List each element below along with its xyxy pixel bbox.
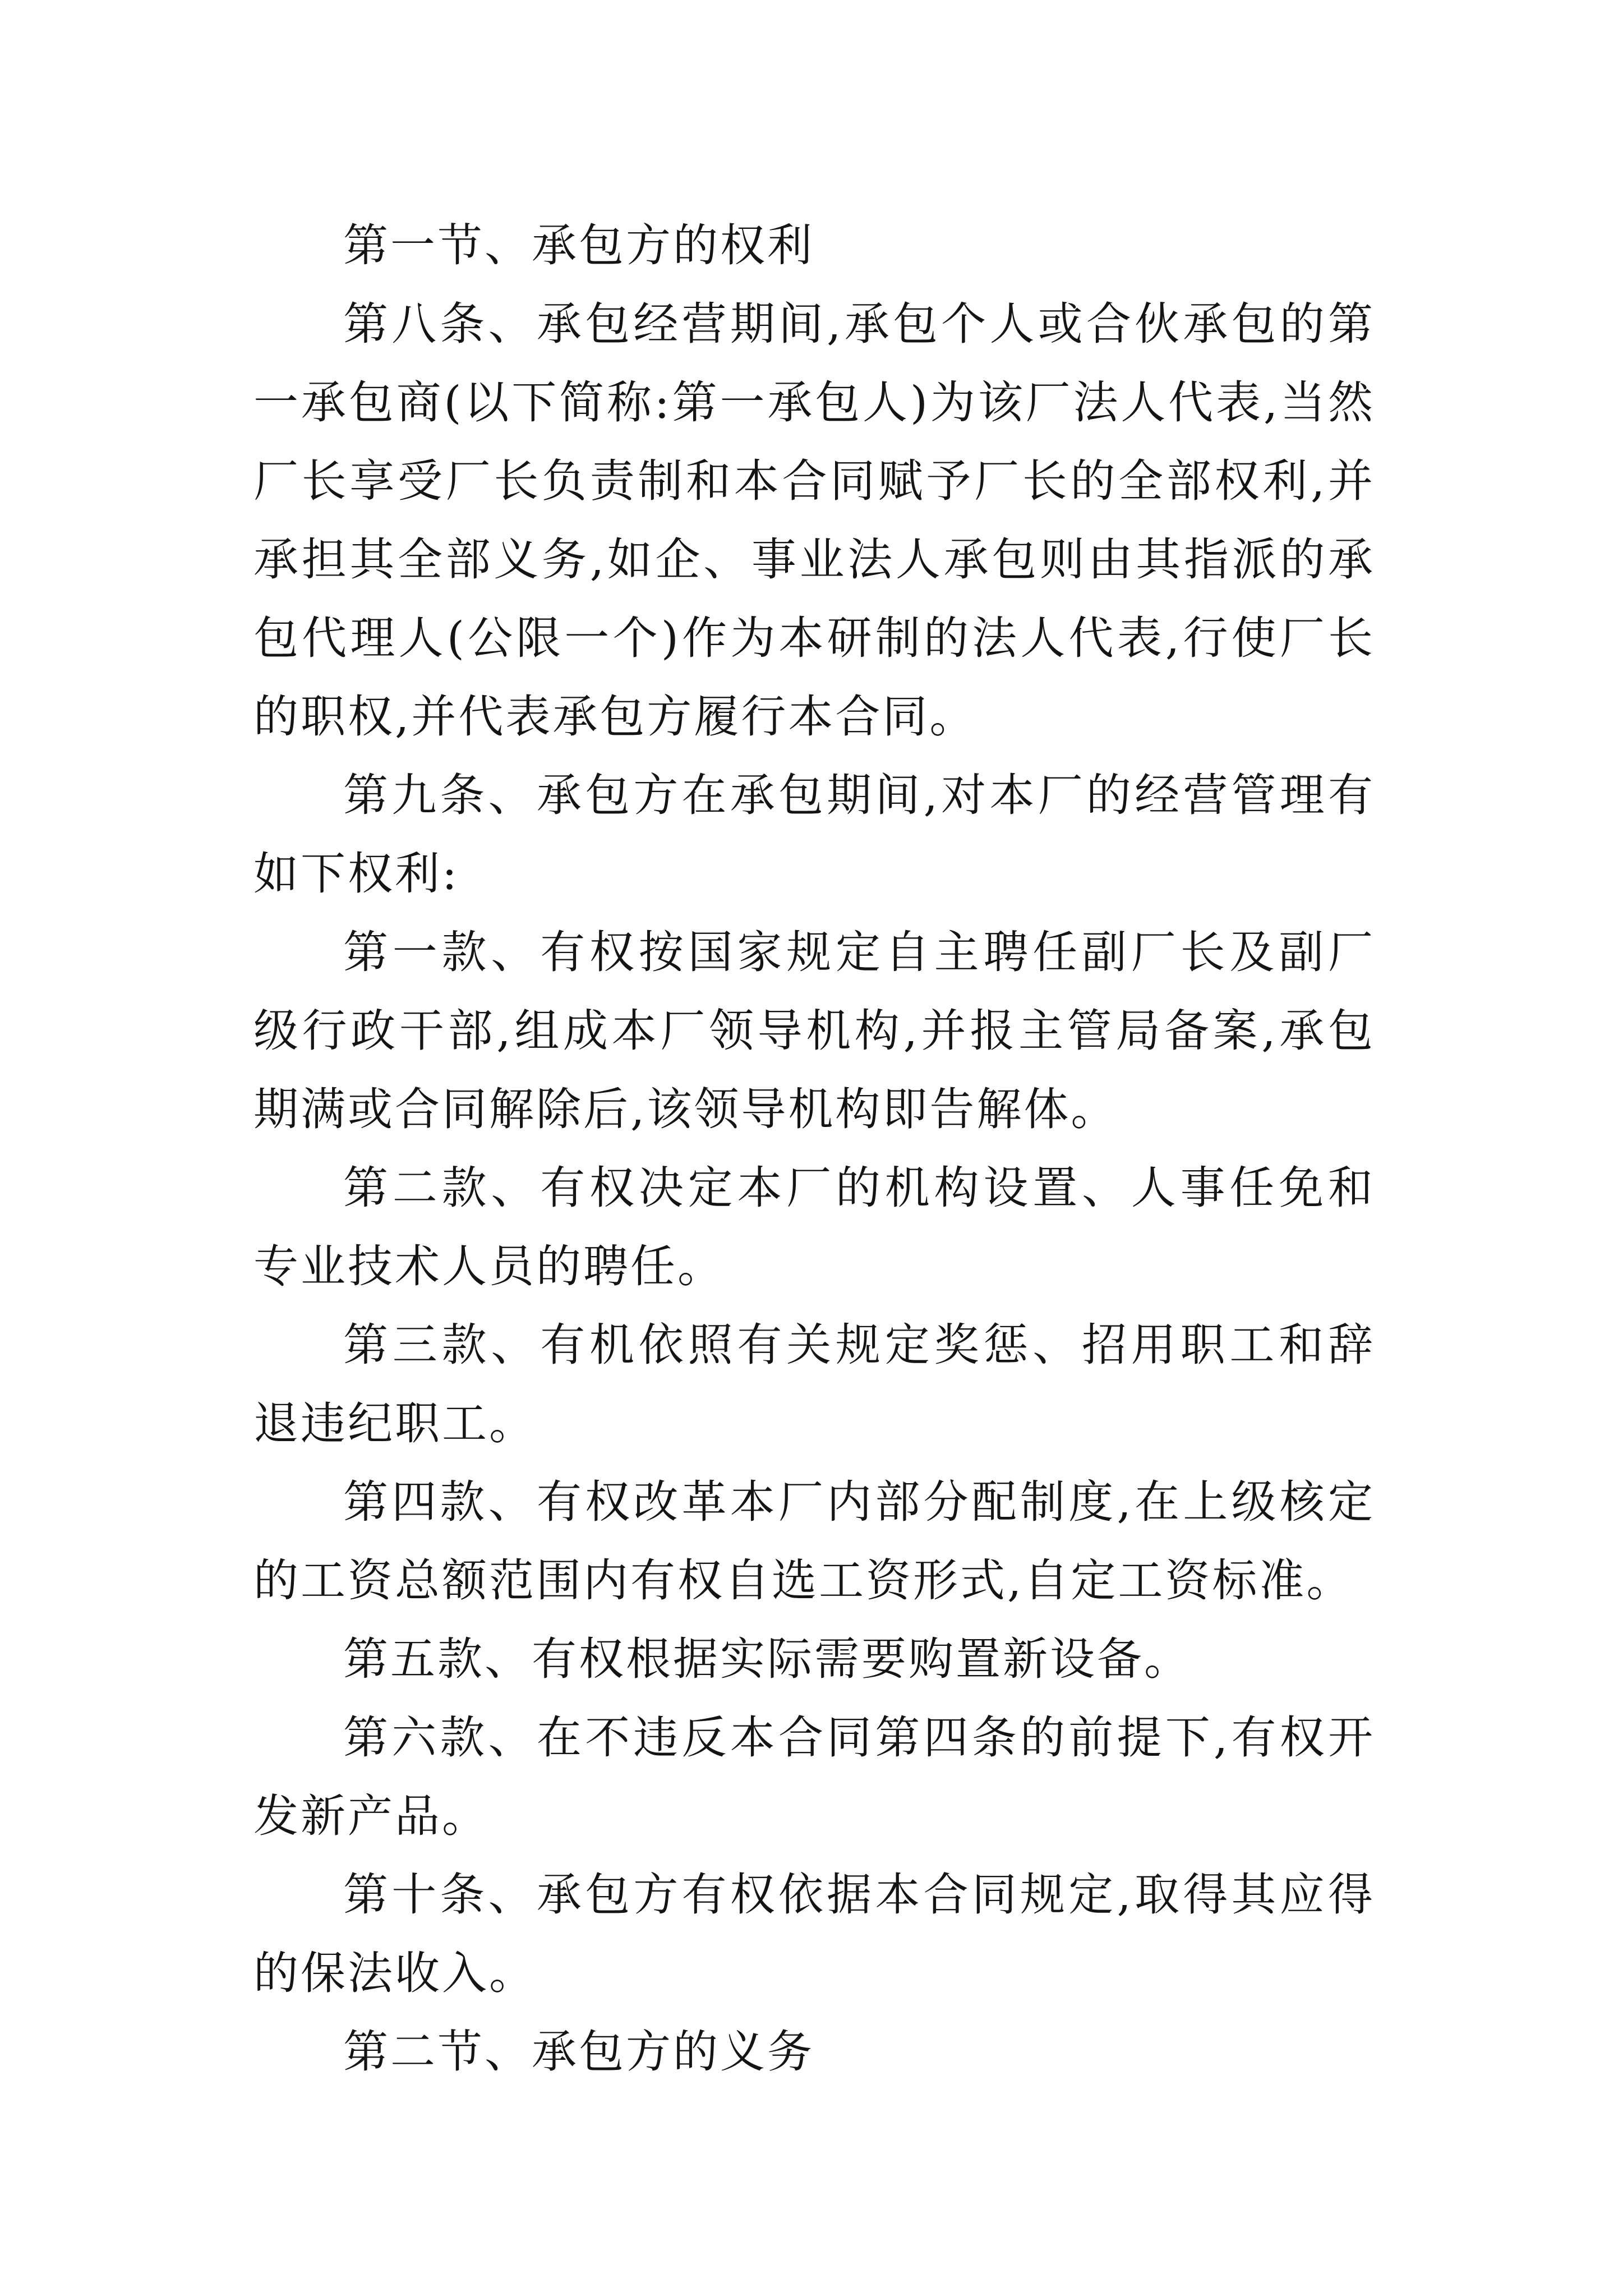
section-heading: 第一节、承包方的权利	[343, 219, 814, 272]
clause-5-paragraph: 第五款、有权根据实际需要购置新设备。	[343, 1633, 1191, 1685]
clause-1-paragraph: 第一款、有权按国家规定自主聘任副厂长及副厂级行政干部,组成本厂领导机构,并报主管局备案,承包期满或合同解除后,该领导机构即告解体。	[253, 926, 1375, 1135]
section-heading: 第二节、承包方的义务	[343, 2026, 814, 2078]
clause-6-paragraph: 第六款、在不违反本合同第四条的前提下,有权开发新产品。	[253, 1711, 1375, 1842]
article-10-paragraph: 第十条、承包方有权依据本合同规定,取得其应得的保法收入。	[253, 1869, 1375, 1999]
article-8-paragraph: 第八条、承包经营期间,承包个人或合伙承包的第一承包商(以下简称:第一承包人)为该厂法人代表,当然厂长享受厂长负责制和本合同赋予厂长的全部权利,并承担其全部义务,如企、事业法人承包则由其指派的承包代理人(公限一个)作为本研制的法人代表,行使厂长的职权,并代表承包方履行本合同。	[253, 298, 1375, 743]
article-9-paragraph: 第九条、承包方在承包期间,对本厂的经营管理有如下权利:	[253, 769, 1375, 900]
clause-4-paragraph: 第四款、有权改革本厂内部分配制度,在上级核定的工资总额范围内有权自选工资形式,自定工资标准。	[253, 1476, 1375, 1607]
clause-3-paragraph: 第三款、有机依照有关规定奖惩、招用职工和辞退违纪职工。	[253, 1319, 1375, 1450]
clause-2-paragraph: 第二款、有权决定本厂的机构设置、人事任免和专业技术人员的聘任。	[253, 1162, 1375, 1292]
document-body	[253, 206, 1375, 2091]
